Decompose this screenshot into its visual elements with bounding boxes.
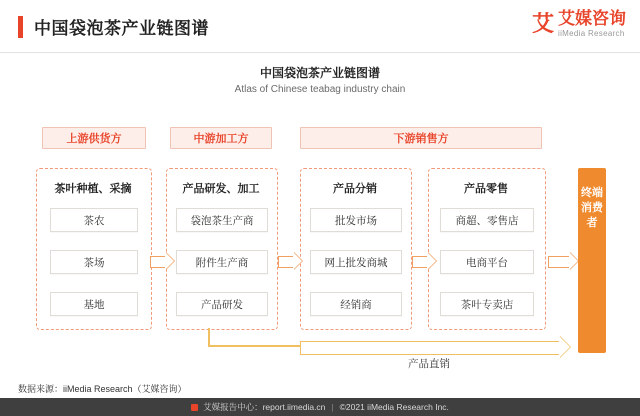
node-chip: 电商平台 xyxy=(440,250,534,274)
node-chip: 批发市场 xyxy=(310,208,402,232)
node-chip: 经销商 xyxy=(310,292,402,316)
stage-pill-downstream: 下游销售方 xyxy=(300,127,542,149)
group-title-distribution: 产品分销 xyxy=(333,183,377,195)
footer-mark-icon xyxy=(191,404,198,411)
stage-pill-midstream: 中游加工方 xyxy=(170,127,272,149)
brand-logo xyxy=(532,10,626,38)
node-chip: 茶场 xyxy=(50,250,138,274)
node-chip: 产品研发 xyxy=(176,292,268,316)
flow-arrow-icon xyxy=(150,256,166,268)
data-source-note: 数据来源：iiMedia Research（艾媒咨询） xyxy=(18,384,187,394)
node-chip: 附件生产商 xyxy=(176,250,268,274)
logo-text-en: iiMedia Research xyxy=(558,29,625,38)
logo-glyph-icon: 艾 xyxy=(531,11,554,36)
direct-sales-arrow-icon xyxy=(300,341,560,355)
direct-sales-label: 产品直销 xyxy=(408,358,450,370)
node-chip: 茶叶专卖店 xyxy=(440,292,534,316)
header-accent-bar xyxy=(18,16,23,38)
node-chip: 茶农 xyxy=(50,208,138,232)
footer-report-link[interactable]: 艾媒报告中心：report.iimedia.cn xyxy=(203,402,326,412)
group-title-planting: 茶叶种植、采摘 xyxy=(54,183,132,195)
flow-arrow-icon xyxy=(548,256,570,268)
stage-pill-upstream: 上游供货方 xyxy=(42,127,146,149)
page-title: 中国袋泡茶产业链图谱 xyxy=(34,19,209,38)
group-title-retail: 产品零售 xyxy=(464,183,508,195)
node-chip: 基地 xyxy=(50,292,138,316)
logo-text-cn: 艾媒咨询 xyxy=(558,9,626,28)
page-footer xyxy=(0,398,640,416)
footer-separator: | xyxy=(331,402,334,412)
chart-title: 中国袋泡茶产业链图谱 xyxy=(259,66,380,80)
node-chip: 袋泡茶生产商 xyxy=(176,208,268,232)
group-title-processing: 产品研发、加工 xyxy=(182,183,260,195)
node-chip: 商超、零售店 xyxy=(440,208,534,232)
direct-sales-connector xyxy=(208,345,302,347)
footer-copyright: ©2021 iiMedia Research Inc. xyxy=(339,402,449,412)
chart-subtitle: Atlas of Chinese teabag industry chain xyxy=(234,84,406,95)
terminal-consumer-label: 终端消费者 xyxy=(581,187,603,229)
page-header xyxy=(0,0,640,53)
flow-arrow-icon xyxy=(412,256,428,268)
flow-arrow-icon xyxy=(278,256,294,268)
node-chip: 网上批发商城 xyxy=(310,250,402,274)
